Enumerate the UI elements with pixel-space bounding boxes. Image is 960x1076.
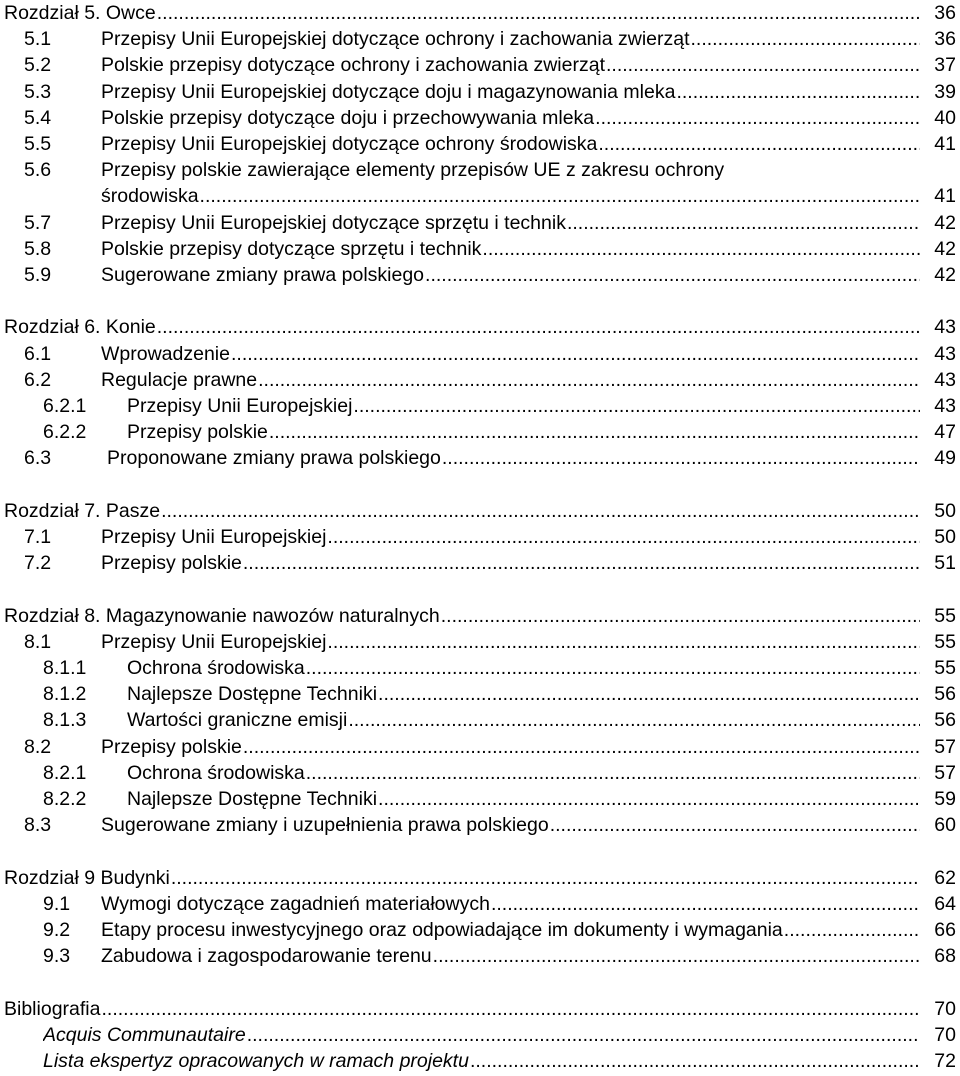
toc-entry[interactable] (0, 786, 960, 812)
toc-entry-line (0, 157, 960, 183)
toc-entry-number: 6.1 (24, 342, 52, 365)
toc-leader (4, 0, 920, 26)
toc-page-number: 41 (931, 131, 956, 157)
toc-leader (43, 1022, 920, 1048)
toc-entry-title: Najlepsze Dostępne Techniki (127, 788, 378, 810)
toc-entry-title: Rozdział 6. Konie (4, 316, 156, 339)
toc-entry-title: Proponowane zmiany prawa polskiego (107, 447, 441, 470)
toc-page-number: 47 (931, 419, 956, 445)
toc-leader (101, 812, 920, 838)
toc-entry-title: Przepisy polskie (101, 552, 242, 575)
toc-entry-number: 8.2 (24, 735, 52, 758)
toc-leader (127, 681, 920, 707)
toc-page-number: 43 (931, 314, 956, 340)
toc-entry[interactable] (0, 393, 960, 419)
toc-entry[interactable] (0, 1048, 960, 1074)
dot-leader (243, 550, 920, 576)
dot-leader (200, 183, 920, 209)
toc-leader (127, 760, 920, 786)
toc-entry-title: Sugerowane zmiany i uzupełnienia prawa polskiego (101, 814, 549, 837)
toc-entry-number: 7.2 (24, 552, 52, 575)
toc-page-number: 36 (931, 26, 956, 52)
toc-entry-number: 6.2 (24, 368, 52, 391)
toc-entry-title: Przepisy polskie (127, 421, 268, 444)
toc-entry[interactable] (0, 105, 960, 131)
toc-entry-title: Polskie przepisy dotyczące doju i przechowywania mleka (101, 106, 595, 129)
toc-leader (101, 262, 920, 288)
toc-chapter-entry[interactable] (0, 498, 960, 524)
toc-entry[interactable] (0, 262, 960, 288)
toc-entry[interactable] (0, 1022, 960, 1048)
toc-page-number: 39 (931, 79, 956, 105)
dot-leader (598, 131, 920, 157)
dot-leader (567, 210, 920, 236)
toc-entry-title: Przepisy Unii Europejskiej (101, 526, 327, 548)
toc-leader (101, 79, 920, 105)
dot-leader (306, 760, 920, 786)
toc-page-number: 68 (931, 943, 956, 969)
toc-entry-title: Rozdział 7. Pasze (4, 499, 161, 522)
toc-page-number: 56 (931, 681, 956, 707)
toc-entry-title: środowiska (101, 185, 199, 208)
toc-entry-number: 9.2 (43, 919, 71, 941)
dot-leader (550, 812, 920, 838)
toc-entry[interactable] (0, 812, 960, 838)
dot-leader (247, 1022, 920, 1048)
toc-page-number: 51 (931, 550, 956, 576)
toc-leader (127, 393, 920, 419)
toc-entry-number: 6.3 (24, 447, 52, 470)
toc-entry-title: Ochrona środowiska (127, 657, 305, 679)
dot-leader (491, 891, 920, 917)
dot-leader (306, 655, 920, 681)
toc-entry[interactable] (0, 52, 960, 78)
dot-leader (327, 629, 920, 655)
toc-entry-title: Polskie przepisy dotyczące sprzętu i technik (101, 237, 482, 260)
dot-leader (378, 681, 920, 707)
toc-entry[interactable] (0, 891, 960, 917)
toc-entry[interactable] (0, 655, 960, 681)
toc-entry-number: 8.1.1 (43, 657, 87, 679)
toc-leader (101, 524, 920, 550)
toc-entry-number: 5.1 (24, 28, 52, 51)
toc-leader (101, 131, 920, 157)
toc-chapter-entry[interactable] (0, 314, 960, 340)
toc-page-number: 66 (931, 917, 956, 943)
toc-entry-title: Przepisy Unii Europejskiej (101, 630, 327, 653)
dot-leader (161, 498, 920, 524)
toc-chapter-entry[interactable] (0, 0, 960, 26)
toc-entry[interactable] (0, 629, 960, 655)
toc-page-number: 55 (931, 603, 956, 629)
toc-entry-title: Regulacje prawne (101, 368, 258, 391)
toc-entry[interactable] (0, 79, 960, 105)
toc-leader (101, 26, 920, 52)
dot-leader (691, 26, 920, 52)
toc-entry-title: Przepisy Unii Europejskiej dotyczące sprzętu i technik (101, 211, 566, 234)
toc-leader (101, 917, 920, 943)
toc-entry-title: Przepisy Unii Europejskiej dotyczące ochrony środowiska (101, 133, 598, 155)
toc-leader (101, 891, 920, 917)
dot-leader (243, 734, 920, 760)
toc-leader (4, 498, 920, 524)
toc-entry-title: Wymogi dotyczące zagadnień materiałowych (101, 892, 490, 915)
toc-entry[interactable] (0, 367, 960, 393)
toc-entry-title: Przepisy polskie zawierające elementy przepisów UE z zakresu ochrony (101, 159, 725, 182)
toc-page-number: 50 (931, 524, 956, 550)
dot-leader (676, 79, 920, 105)
toc-entry[interactable] (0, 681, 960, 707)
toc-leader (101, 629, 920, 655)
dot-leader (595, 105, 920, 131)
toc-chapter-entry[interactable] (0, 603, 960, 629)
toc-entry-title: Polskie przepisy dotyczące ochrony i zachowania zwierząt (101, 54, 605, 77)
toc-entry-title: Najlepsze Dostępne Techniki (127, 683, 378, 706)
toc-page-number: 36 (931, 0, 956, 26)
toc-entry-number: 7.1 (24, 526, 52, 548)
toc-entry-number: 8.1 (24, 630, 52, 653)
toc-entry-title: Zabudowa i zagospodarowanie terenu (101, 945, 432, 968)
dot-leader (442, 445, 920, 471)
dot-leader (433, 943, 920, 969)
toc-entry[interactable] (0, 183, 960, 209)
toc-leader (101, 734, 920, 760)
toc-page-number: 50 (931, 498, 956, 524)
toc-page-number: 60 (931, 812, 956, 838)
toc-entry-number: 5.8 (24, 237, 52, 260)
toc-entry[interactable] (0, 341, 960, 367)
toc-entry[interactable] (0, 524, 960, 550)
toc-leader (101, 52, 920, 78)
toc-leader (101, 183, 920, 209)
toc-page-number: 70 (931, 996, 956, 1022)
toc-page-number: 43 (931, 341, 956, 367)
toc-leader (4, 314, 920, 340)
dot-leader (231, 341, 920, 367)
toc-entry[interactable] (0, 26, 960, 52)
toc-leader (127, 786, 920, 812)
toc-entry[interactable] (0, 943, 960, 969)
toc-entry-number: 5.5 (24, 133, 52, 155)
toc-entry-title: Przepisy polskie (101, 735, 242, 758)
toc-page-number: 42 (931, 262, 956, 288)
toc-page-number: 40 (931, 105, 956, 131)
toc-entry[interactable] (0, 734, 960, 760)
toc-leader (127, 707, 920, 733)
toc-entry-number: 5.4 (24, 106, 52, 129)
toc-page-number: 43 (931, 367, 956, 393)
toc-leader (43, 1048, 920, 1074)
toc-entry[interactable] (0, 917, 960, 943)
dot-leader (425, 262, 920, 288)
toc-page-number: 43 (931, 393, 956, 419)
dot-leader (157, 314, 920, 340)
toc-page-number: 57 (931, 760, 956, 786)
toc-entry[interactable] (0, 550, 960, 576)
toc-leader (101, 341, 920, 367)
toc-leader (4, 603, 920, 629)
toc-leader (127, 419, 920, 445)
toc-entry-number: 6.2.1 (43, 395, 87, 417)
dot-leader (327, 524, 920, 550)
toc-entry-number: 5.3 (24, 80, 52, 103)
toc-entry-number: 8.1.2 (43, 683, 87, 706)
toc-entry[interactable] (0, 236, 960, 262)
toc-page-number: 62 (931, 865, 956, 891)
toc-entry[interactable] (0, 419, 960, 445)
dot-leader (269, 419, 920, 445)
dot-leader (353, 393, 920, 419)
toc-leader (101, 367, 920, 393)
toc-leader (101, 943, 920, 969)
toc-entry-title: Lista ekspertyz opracowanych w ramach projektu (43, 1050, 469, 1072)
toc-entry-title: Rozdział 9 Budynki (4, 866, 170, 889)
toc-entry-number: 9.1 (43, 892, 71, 915)
dot-leader (348, 707, 920, 733)
toc-chapter-entry[interactable] (0, 996, 960, 1022)
toc-entry-title: Sugerowane zmiany prawa polskiego (101, 264, 425, 286)
toc-leader (107, 445, 920, 471)
dot-leader (157, 0, 920, 26)
toc-page-number: 57 (931, 734, 956, 760)
toc-leader (101, 210, 920, 236)
toc-entry-title: Przepisy Unii Europejskiej dotyczące doju i magazynowania mleka (101, 80, 676, 103)
toc-entry-number: 5.7 (24, 211, 52, 234)
toc-leader (101, 550, 920, 576)
toc-page-number: 59 (931, 786, 956, 812)
toc-entry[interactable] (0, 445, 960, 471)
toc-page-number: 72 (931, 1048, 956, 1074)
toc-page-number: 42 (931, 236, 956, 262)
dot-leader (378, 786, 920, 812)
toc-page-number: 55 (931, 629, 956, 655)
toc-entry-number: 8.1.3 (43, 709, 87, 732)
toc-chapter-entry[interactable] (0, 865, 960, 891)
dot-leader (101, 996, 920, 1022)
toc-entry-title: Rozdział 8. Magazynowanie nawozów naturalnych (4, 604, 440, 627)
toc-entry-number: 6.2.2 (43, 421, 87, 444)
toc-page-number: 55 (931, 655, 956, 681)
toc-entry-number: 5.9 (24, 264, 52, 286)
toc-entry-number: 9.3 (43, 945, 71, 968)
toc-entry-title: Przepisy Unii Europejskiej dotyczące ochrony i zachowania zwierząt (101, 28, 690, 51)
toc-entry-number: 5.2 (24, 54, 52, 77)
dot-leader (784, 917, 920, 943)
dot-leader (606, 52, 920, 78)
toc-leader (101, 105, 920, 131)
toc-entry-title: Wartości graniczne emisji (127, 709, 348, 732)
toc-page-number: 41 (931, 183, 956, 209)
toc-entry-number: 8.2.2 (43, 788, 87, 810)
toc-entry[interactable] (0, 760, 960, 786)
toc-entry-number: 5.6 (24, 159, 52, 182)
dot-leader (470, 1048, 920, 1074)
dot-leader (258, 367, 920, 393)
dot-leader (482, 236, 920, 262)
toc-page-number: 70 (931, 1022, 956, 1048)
dot-leader (171, 865, 920, 891)
dot-leader (441, 603, 920, 629)
toc-entry-title: Rozdział 5. Owce (4, 2, 156, 24)
toc-entry-number: 8.2.1 (43, 761, 87, 784)
toc-entry-title: Wprowadzenie (101, 342, 230, 365)
toc-page-number: 64 (931, 891, 956, 917)
toc-entry-title: Acquis Communautaire (43, 1023, 246, 1046)
toc-leader (4, 865, 920, 891)
toc-page-number: 56 (931, 707, 956, 733)
toc-entry-number: 8.3 (24, 814, 52, 837)
toc-leader (4, 996, 920, 1022)
toc-page-number: 42 (931, 210, 956, 236)
toc-entry[interactable] (0, 210, 960, 236)
toc-entry[interactable] (0, 131, 960, 157)
toc-entry[interactable] (0, 707, 960, 733)
toc-leader (127, 655, 920, 681)
toc-entry-title: Bibliografia (4, 997, 101, 1020)
toc-entry-title: Etapy procesu inwestycyjnego oraz odpowiadające im dokumenty i wymagania (101, 919, 783, 941)
toc-leader (101, 236, 920, 262)
toc-entry-title: Ochrona środowiska (127, 761, 305, 784)
toc-page-number: 37 (931, 52, 956, 78)
toc-entry-title: Przepisy Unii Europejskiej (127, 395, 353, 417)
toc-page-number: 49 (931, 445, 956, 471)
